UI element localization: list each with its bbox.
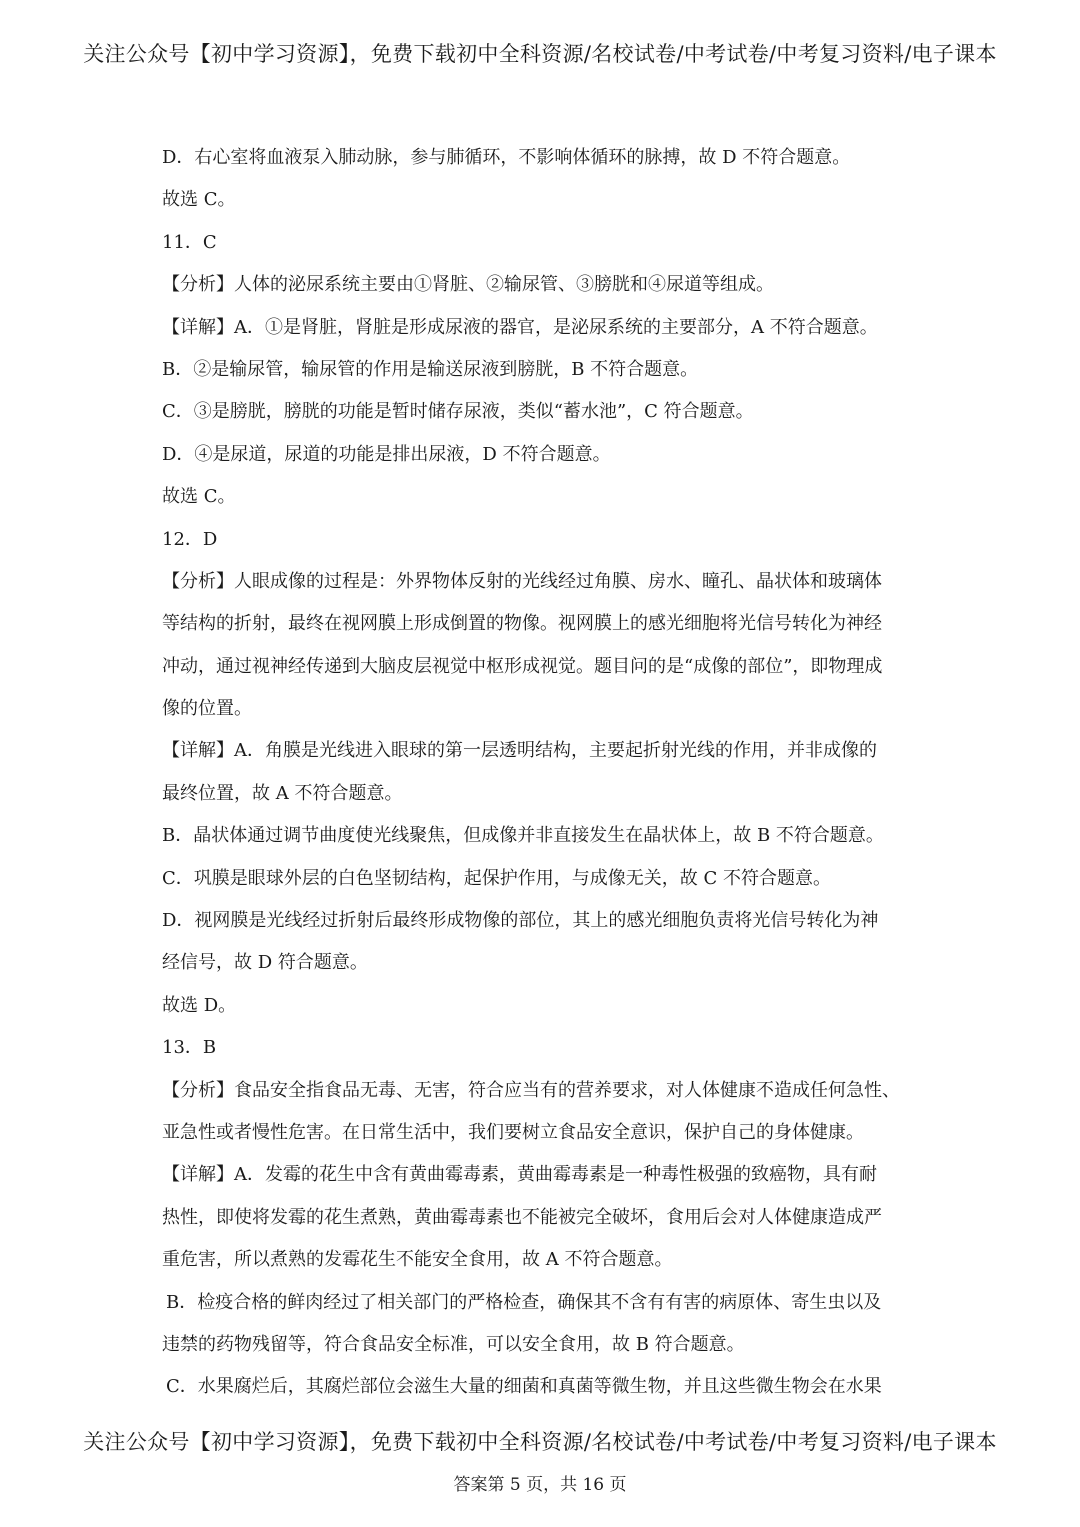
text-line: 最终位置，故 A 不符合题意。 — [162, 782, 403, 804]
text-line: D．右心室将血液泵入肺动脉，参与肺循环，不影响体循环的脉搏，故 D 不符合题意。 — [162, 147, 851, 168]
text-line: C．水果腐烂后，其腐烂部位会滋生大量的细菌和真菌等微生物，并且这些微生物会在水果 — [166, 1376, 882, 1398]
text-line: 故选 C。 — [162, 189, 236, 211]
text-line: B．②是输尿管，输尿管的作用是输送尿液到膀胱，B 不符合题意。 — [162, 358, 699, 380]
text-line: 故选 D。 — [162, 994, 237, 1016]
question-number: 13．B — [162, 1037, 217, 1059]
text-line: D．④是尿道，尿道的功能是排出尿液，D 不符合题意。 — [162, 443, 611, 465]
text-line: 冲动，通过视神经传递到大脑皮层视觉中枢形成视觉。题目问的是“成像的部位”，即物理成 — [162, 655, 883, 677]
text-line: 【详解】A．角膜是光线进入眼球的第一层透明结构，主要起折射光线的作用，并非成像的 — [162, 740, 877, 762]
text-line: 像的位置。 — [162, 698, 252, 720]
text-line: 【分析】人眼成像的过程是：外界物体反射的光线经过角膜、房水、瞳孔、晶状体和玻璃体 — [162, 570, 882, 592]
text-line: 等结构的折射，最终在视网膜上形成倒置的物像。视网膜上的感光细胞将光信号转化为神经 — [162, 613, 882, 635]
text-line: 热性，即使将发霉的花生煮熟，黄曲霉毒素也不能被完全破坏，食用后会对人体健康造成严 — [162, 1206, 882, 1228]
question-number: 12．D — [162, 528, 218, 550]
text-line: 故选 C。 — [162, 486, 236, 508]
footer-banner: 关注公众号【初中学习资源】，免费下载初中全科资源/名校试卷/中考试卷/中考复习资料/电子课本 — [83, 1430, 997, 1454]
question-number: 11．C — [162, 231, 217, 253]
text-line: 【分析】食品安全指食品无毒、无害，符合应当有的营养要求，对人体健康不造成任何急性、 — [162, 1079, 900, 1101]
header-banner: 关注公众号【初中学习资源】，免费下载初中全科资源/名校试卷/中考试卷/中考复习资料/电子课本 — [83, 42, 997, 66]
text-line: 违禁的药物残留等，符合食品安全标准，可以安全食用，故 B 符合题意。 — [162, 1333, 745, 1355]
text-line: 【详解】A．发霉的花生中含有黄曲霉毒素，黄曲霉毒素是一种毒性极强的致癌物，具有耐 — [162, 1164, 877, 1186]
text-line: B．检疫合格的鲜肉经过了相关部门的严格检查，确保其不含有有害的病原体、寄生虫以及 — [166, 1291, 882, 1313]
text-line: C．巩膜是眼球外层的白色坚韧结构，起保护作用，与成像无关，故 C 不符合题意。 — [162, 867, 831, 889]
text-line: C．③是膀胱，膀胱的功能是暂时储存尿液，类似“蓄水池”，C 符合题意。 — [162, 401, 754, 423]
text-line: B．晶状体通过调节曲度使光线聚焦，但成像并非直接发生在晶状体上，故 B 不符合题意。 — [162, 825, 884, 847]
text-line: 重危害，所以煮熟的发霉花生不能安全食用，故 A 不符合题意。 — [162, 1249, 673, 1271]
text-line: D．视网膜是光线经过折射后最终形成物像的部位，其上的感光细胞负责将光信号转化为神 — [162, 910, 879, 932]
text-line: 经信号，故 D 符合题意。 — [162, 952, 368, 974]
answer-content — [162, 137, 922, 1409]
text-line: 【分析】人体的泌尿系统主要由①肾脏、②输尿管、③膀胱和④尿道等组成。 — [162, 274, 774, 296]
text-line: 亚急性或者慢性危害。在日常生活中，我们要树立食品安全意识，保护自己的身体健康。 — [162, 1121, 864, 1143]
page-number: 答案第 5 页，共 16 页 — [453, 1475, 627, 1495]
text-line: 【详解】A．①是肾脏，肾脏是形成尿液的器官，是泌尿系统的主要部分，A 不符合题意。 — [162, 316, 878, 338]
